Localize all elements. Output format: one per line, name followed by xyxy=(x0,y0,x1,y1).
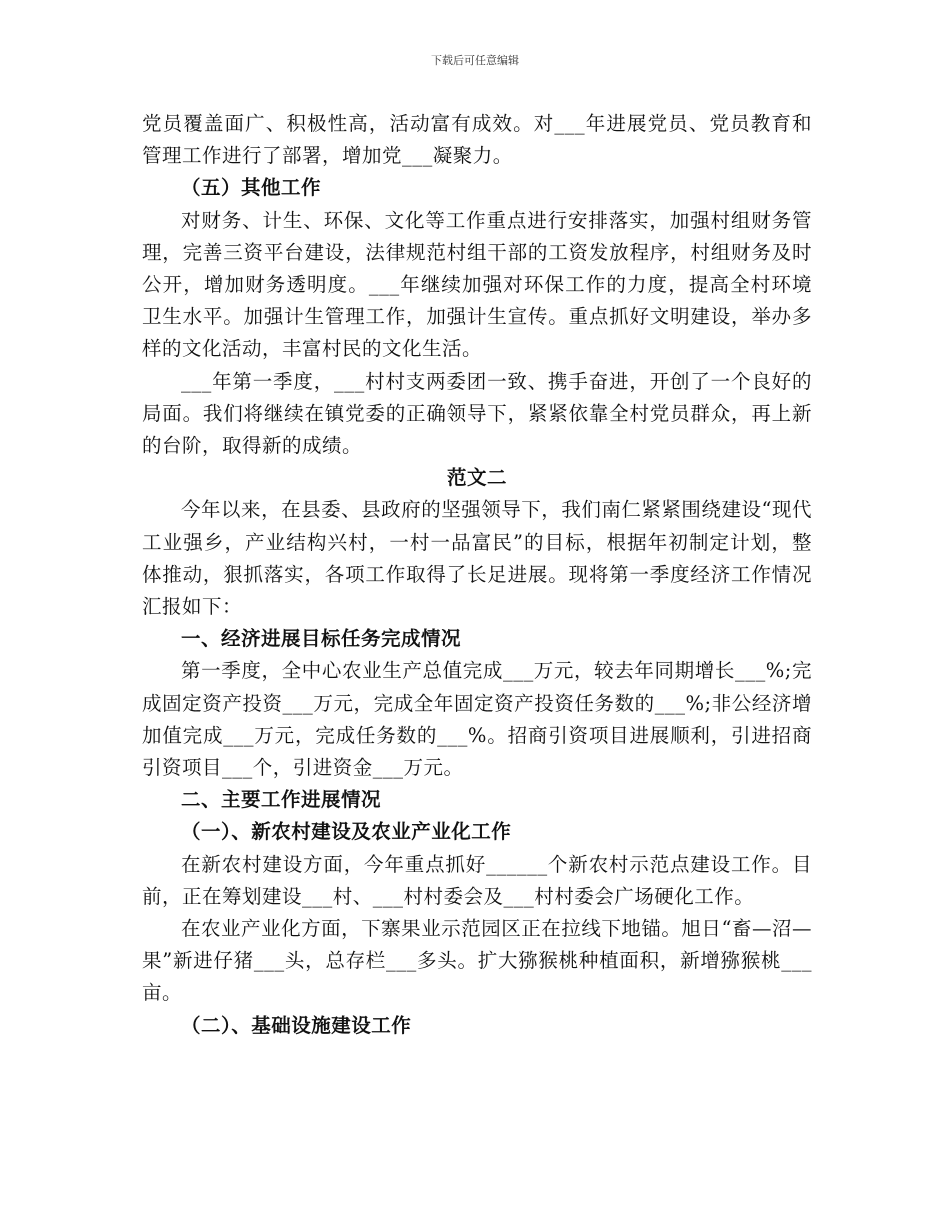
document-title: 范文二 xyxy=(446,466,507,490)
subsection-heading: （二）、基础设施建设工作 xyxy=(181,1013,412,1037)
section-heading: 一、经济进展目标任务完成情况 xyxy=(181,627,462,651)
paragraph: 对财务、计生、环保、文化等工作重点进行安排落实，加强村组财务管理，完善三资平台建设，法律规范村组干部的工资发放程序，村组财务及时公开，增加财务透明度。___年继续加强对环保工作的力度，提高全村环境卫生水平。加强计生管理工作，加强计生宣传。重点抓好文明建设，举办多样的文化活动，丰富村民的文化生活。 xyxy=(142,208,812,361)
paragraph: ___年第一季度，___村村支两委团一致、携手奋进，开创了一个良好的局面。我们将继续在镇党委的正确领导下，紧紧依靠全村党员群众，再上新的台阶，取得新的成绩。 xyxy=(142,369,812,458)
section-heading: 二、主要工作进展情况 xyxy=(181,788,382,812)
section-heading: （五）其他工作 xyxy=(181,176,322,200)
document-body xyxy=(142,108,812,1042)
paragraph: 在新农村建设方面，今年重点抓好______个新农村示范点建设工作。目前，正在筹划建设___村、___村村委会及___村村委会广场硬化工作。 xyxy=(142,852,812,908)
page-header: 下载后可任意编辑 xyxy=(431,54,519,67)
paragraph: 在农业产业化方面，下寨果业示范园区正在拉线下地锚。旭日“畜—沼—果”新进仔猪___头，总存栏___多头。扩大猕猴桃种植面积，新增猕猴桃___亩。 xyxy=(142,917,812,1005)
paragraph: 今年以来，在县委、县政府的坚强领导下，我们南仁紧紧围绕建设“现代工业强乡，产业结构兴村，一村一品富民”的目标，根据年初制定计划，整体推动，狠抓落实，各项工作取得了长足进展。现将第一季度经济工作情况汇报如下： xyxy=(142,498,812,619)
paragraph: 党员覆盖面广、积极性高，活动富有成效。对___年进展党员、党员教育和管理工作进行了部署，增加党___凝聚力。 xyxy=(142,112,812,168)
paragraph: 第一季度，全中心农业生产总值完成___万元，较去年同期增长___%;完成固定资产投资___万元，完成全年固定资产投资任务数的___%;非公经济增加值完成___万元，完成任务数的___%。招商引资项目进展顺利，引进招商引资项目___个，引进资金___万元。 xyxy=(142,659,812,780)
subsection-heading: （一）、新农村建设及农业产业化工作 xyxy=(181,820,512,844)
